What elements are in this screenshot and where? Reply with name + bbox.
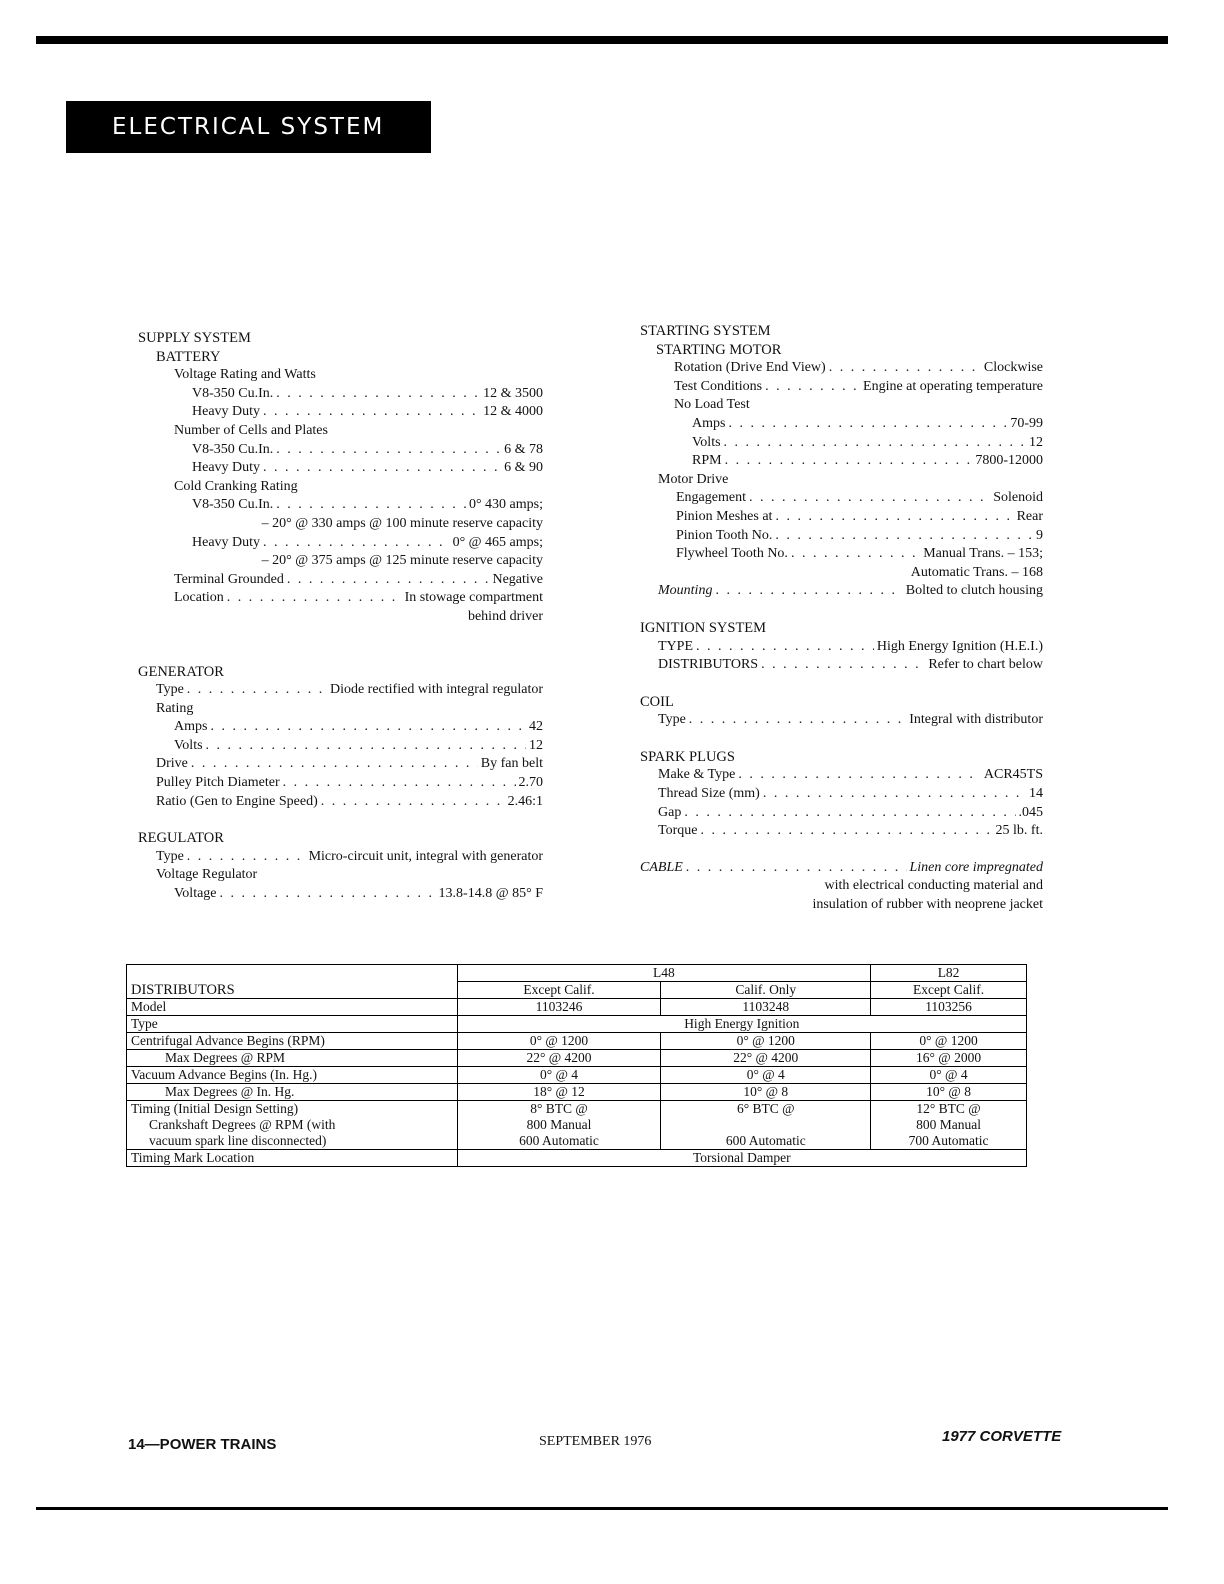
table-cell: Torsional Damper — [457, 1150, 1026, 1167]
table-cell: 12° BTC @ 800 Manual 700 Automatic — [871, 1101, 1027, 1150]
spec-continuation: with electrical conducting material and — [824, 878, 1043, 894]
table-row — [127, 1067, 1027, 1084]
spec-continuation: – 20° @ 375 amps @ 125 minute reserve capacity — [261, 553, 543, 569]
spec-continuation: insulation of rubber with neoprene jacket — [812, 897, 1043, 913]
row-label: Type — [127, 1016, 458, 1033]
voltage-watts-heading: Voltage Rating and Watts — [174, 367, 316, 383]
section-banner: ELECTRICAL SYSTEM — [66, 101, 431, 153]
supply-title: SUPPLY SYSTEM — [138, 330, 251, 346]
row-label: Centrifugal Advance Begins (RPM) — [127, 1033, 458, 1050]
row-label-line: Crankshaft Degrees @ RPM (with — [149, 1117, 336, 1132]
table-cell: 0° @ 1200 — [661, 1033, 871, 1050]
footer-date: SEPTEMBER 1976 — [539, 1434, 652, 1449]
spec-continuation: – 20° @ 330 amps @ 100 minute reserve capacity — [261, 515, 543, 531]
distributor-table — [126, 964, 1027, 1167]
footer-section: 14—POWER TRAINS — [128, 1436, 277, 1453]
spec-row: Torque . . . 25 lb. ft. — [640, 822, 1043, 841]
bottom-rule — [36, 1507, 1168, 1510]
spec-continuation: Automatic Trans. – 168 — [910, 564, 1043, 580]
table-cell: 0° @ 4 — [871, 1067, 1027, 1084]
spec-row: Mounting . . . Bolted to clutch housing — [640, 582, 1043, 601]
spec-row: Volts . . . 12 — [640, 434, 1043, 453]
row-label-line: Timing (Initial Design Setting) — [131, 1101, 299, 1116]
column-header: Calif. Only — [661, 982, 871, 999]
row-label-line: vacuum spark line disconnected) — [149, 1133, 327, 1148]
row-label: Vacuum Advance Begins (In. Hg.) — [127, 1067, 458, 1084]
coil-title: COIL — [640, 693, 674, 710]
spec-row: Flywheel Tooth No. . . . Manual Trans. – 153; — [640, 545, 1043, 564]
column-header: Except Calif. — [871, 982, 1027, 999]
spec-row: TYPE . . . High Energy Ignition (H.E.I.) — [640, 638, 1043, 657]
spec-row: Amps . . . 42 — [138, 718, 543, 737]
spec-row: Engagement . . . Solenoid — [640, 489, 1043, 508]
table-cell: 10° @ 8 — [661, 1084, 871, 1101]
table-cell: 0° @ 1200 — [457, 1033, 661, 1050]
table-cell: 0° @ 1200 — [871, 1033, 1027, 1050]
spec-row: Make & Type . . . ACR45TS — [640, 766, 1043, 785]
spark-plugs-title: SPARK PLUGS — [640, 748, 735, 765]
table-row — [127, 1033, 1027, 1050]
table-cell: 1103246 — [457, 999, 661, 1016]
table-cell: 10° @ 8 — [871, 1084, 1027, 1101]
generator-title: GENERATOR — [138, 663, 224, 680]
spec-row: V8-350 Cu.In. . . . 0° 430 amps; — [138, 496, 543, 515]
table-row — [127, 1016, 1027, 1033]
table-title: DISTRIBUTORS — [127, 965, 458, 999]
table-row — [127, 1050, 1027, 1067]
table-cell: 18° @ 12 — [457, 1084, 661, 1101]
starting-title: STARTING SYSTEM — [640, 323, 771, 339]
spec-row: Terminal Grounded . . . Negative — [138, 571, 543, 590]
top-rule — [36, 36, 1168, 44]
spec-row: Ratio (Gen to Engine Speed) . . . 2.46:1 — [138, 793, 543, 812]
spec-row: Heavy Duty . . . 0° @ 465 amps; — [138, 534, 543, 553]
footer-model: 1977 CORVETTE — [942, 1428, 1062, 1445]
spec-row: Pulley Pitch Diameter . . . 2.70 — [138, 774, 543, 793]
ignition-title: IGNITION SYSTEM — [640, 619, 767, 636]
table-cell: 0° @ 4 — [457, 1067, 661, 1084]
spec-row: Gap . . . .045 — [640, 804, 1043, 823]
table-row — [127, 1150, 1027, 1167]
spec-row: Location . . . In stowage compartment — [138, 589, 543, 608]
table-cell: 22° @ 4200 — [457, 1050, 661, 1067]
group-header-l48: L48 — [457, 965, 871, 982]
spec-row: RPM . . . 7800-12000 — [640, 452, 1043, 471]
spec-row: Type . . . Diode rectified with integral regulator — [138, 681, 543, 700]
spec-row: Pinion Tooth No. . . . 9 — [640, 527, 1043, 546]
row-label: Model — [127, 999, 458, 1016]
spec-row: DISTRIBUTORS . . . Refer to chart below — [640, 656, 1043, 675]
spec-row: Amps . . . 70-99 — [640, 415, 1043, 434]
table-cell: 1103256 — [871, 999, 1027, 1016]
column-header: Except Calif. — [457, 982, 661, 999]
spec-row: V8-350 Cu.In. . . . 6 & 78 — [138, 441, 543, 460]
spec-row: Type . . . Integral with distributor — [640, 711, 1043, 730]
table-cell: 1103248 — [661, 999, 871, 1016]
row-label: Max Degrees @ RPM — [127, 1050, 458, 1067]
group-header-l82: L82 — [871, 965, 1027, 982]
spec-row: Voltage . . . 13.8-14.8 @ 85° F — [138, 885, 543, 904]
table-row — [127, 1084, 1027, 1101]
regulator-title: REGULATOR — [138, 830, 224, 847]
right-column — [640, 322, 1043, 915]
table-row — [127, 965, 1027, 982]
spec-row: Rotation (Drive End View) . . . Clockwise — [640, 359, 1043, 378]
row-label — [127, 1101, 458, 1150]
spec-row: Heavy Duty . . . 6 & 90 — [138, 459, 543, 478]
battery-title: BATTERY — [156, 348, 221, 365]
table-row — [127, 1101, 1027, 1150]
starting-motor-title: STARTING MOTOR — [656, 341, 782, 358]
table-cell: 0° @ 4 — [661, 1067, 871, 1084]
spec-row: Heavy Duty . . . 12 & 4000 — [138, 403, 543, 422]
table-cell: 8° BTC @ 800 Manual 600 Automatic — [457, 1101, 661, 1150]
spec-row: Drive . . . By fan belt — [138, 755, 543, 774]
table-cell: 22° @ 4200 — [661, 1050, 871, 1067]
table-row — [127, 999, 1027, 1016]
spec-continuation: behind driver — [467, 608, 543, 624]
cold-heading: Cold Cranking Rating — [174, 478, 298, 494]
row-label: Max Degrees @ In. Hg. — [127, 1084, 458, 1101]
spec-row: Thread Size (mm) . . . 14 — [640, 785, 1043, 804]
spec-row: Volts . . . 12 — [138, 737, 543, 756]
table-cell: 6° BTC @ 600 Automatic — [661, 1101, 871, 1150]
cells-heading: Number of Cells and Plates — [174, 422, 328, 438]
noload-heading: No Load Test — [674, 397, 750, 413]
left-column — [138, 329, 543, 904]
spec-row: CABLE . . . Linen core impregnated — [640, 859, 1043, 878]
motordrive-heading: Motor Drive — [658, 471, 729, 487]
table-cell: High Energy Ignition — [457, 1016, 1026, 1033]
spec-row: Test Conditions . . . Engine at operating temperature — [640, 378, 1043, 397]
vr-heading: Voltage Regulator — [156, 867, 258, 883]
rating-heading: Rating — [156, 700, 194, 716]
table-cell: 16° @ 2000 — [871, 1050, 1027, 1067]
spec-row: Type . . . Micro-circuit unit, integral with generator — [138, 848, 543, 867]
spec-row: Pinion Meshes at . . . Rear — [640, 508, 1043, 527]
spec-row: V8-350 Cu.In. . . . 12 & 3500 — [138, 385, 543, 404]
row-label: Timing Mark Location — [127, 1150, 458, 1167]
